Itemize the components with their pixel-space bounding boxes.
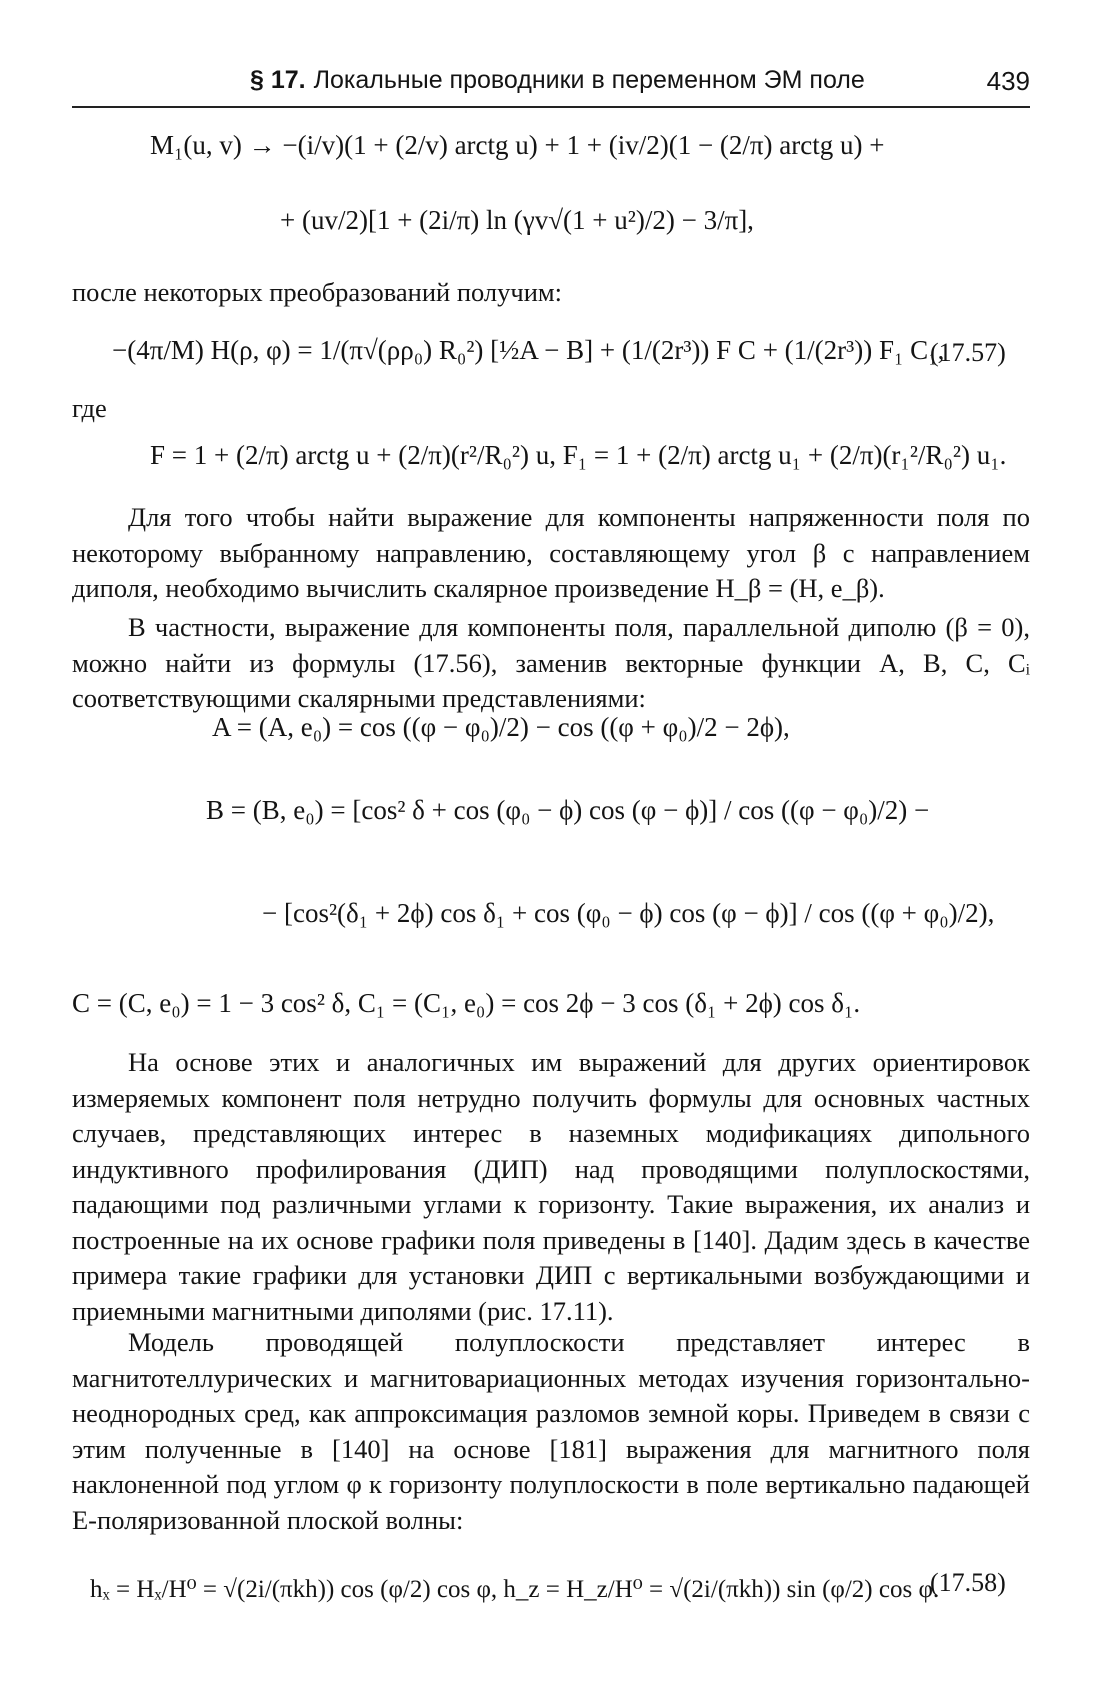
header-title: [250, 66, 865, 95]
equation-17-57: −(4π/M) H(ρ, φ) = 1/(π√(ρρ₀) R₀²) [½A − B] + (1/(2r³)) F C + (1/(2r³)) F₁ C₁,: [112, 335, 945, 365]
section-title: Локальные проводники в переменном ЭМ поле: [313, 66, 865, 94]
paragraph-3: На основе этих и аналогичных им выражений для других ориентировок измеряемых компонент поля нетрудно получить формулы для основных частных случаев, представляющих интерес в наземных модификациях дипольного индуктивного профилирования (ДИП) над проводящими полуплоскостями, падающими под различными углами к горизонту. Такие выражения, их анализ и построенные на их основе графики поля приведены в [140]. Дадим здесь в качестве примера такие графики для установки ДИП с вертикальными возбуждающими и приемными магнитными диполями (рис. 17.11).: [72, 1047, 1030, 1326]
text-where: где: [72, 393, 107, 423]
paragraph-1: Для того чтобы найти выражение для компоненты напряженности поля по некоторому выбранному направлению, составляющему угол β с направлением диполя, необходимо вычислить скалярное произведение H_β = (H, e_β).: [72, 502, 1030, 603]
equation-number-17-58: (17.58): [930, 1568, 1006, 1597]
equation-f-definition: F = 1 + (2/π) arctg u + (2/π)(r²/R₀²) u, F₁ = 1 + (2/π) arctg u₁ + (2/π)(r₁²/R₀²) u₁.: [150, 440, 1007, 470]
paragraph-4: Модель проводящей полуплоскости представляет интерес в магнитотеллурических и магнитовариационных методах изучения горизонтально-неоднородных сред, как аппроксимация разломов земной коры. Приведем в связи с этим полученные в [140] на основе [181] выражения для магнитного поля наклоненной под углом φ к горизонту полуплоскости в поле вертикально падающей E-поляризованной плоской волны:: [72, 1327, 1030, 1535]
equation-b-definition-line2: − [cos²(δ₁ + 2ϕ) cos δ₁ + cos (φ₀ − ϕ) cos (φ − ϕ)] / cos ((φ + φ₀)/2),: [262, 898, 995, 928]
equation-m1-line2: + (uv/2)[1 + (2i/π) ln (γv√(1 + u²)/2) − 3/π],: [280, 205, 754, 235]
equation-17-58: hₓ = Hₓ/H⁰ = √(2i/(πkh)) cos (φ/2) cos φ, h_z = H_z/H⁰ = √(2i/(πkh)) sin (φ/2) cos φ.: [90, 1576, 940, 1603]
equation-c-definition: C = (C, e₀) = 1 − 3 cos² δ, C₁ = (C₁, e₀) = cos 2ϕ − 3 cos (δ₁ + 2ϕ) cos δ₁.: [72, 988, 861, 1018]
section-number: § 17.: [250, 66, 306, 94]
equation-number-17-57: (17.57): [930, 338, 1006, 367]
equation-a-definition: A = (A, e₀) = cos ((φ − φ₀)/2) − cos ((φ + φ₀)/2 − 2ϕ),: [212, 712, 790, 742]
paragraph-2: В частности, выражение для компоненты поля, параллельной диполю (β = 0), можно найти из формулы (17.56), заменив векторные функции A, B, C, Cᵢ соответствующими скалярными представлениями:: [72, 612, 1030, 713]
running-header: [72, 64, 1030, 108]
equation-b-definition-line1: B = (B, e₀) = [cos² δ + cos (φ₀ − ϕ) cos (φ − ϕ)] / cos ((φ − φ₀)/2) −: [206, 795, 930, 825]
text-after-m1: после некоторых преобразований получим:: [72, 277, 563, 307]
page-number: 439: [986, 66, 1030, 96]
equation-m1-line1: M₁(u, v) → −(i/v)(1 + (2/v) arctg u) + 1 + (iv/2)(1 − (2/π) arctg u) +: [150, 130, 885, 160]
